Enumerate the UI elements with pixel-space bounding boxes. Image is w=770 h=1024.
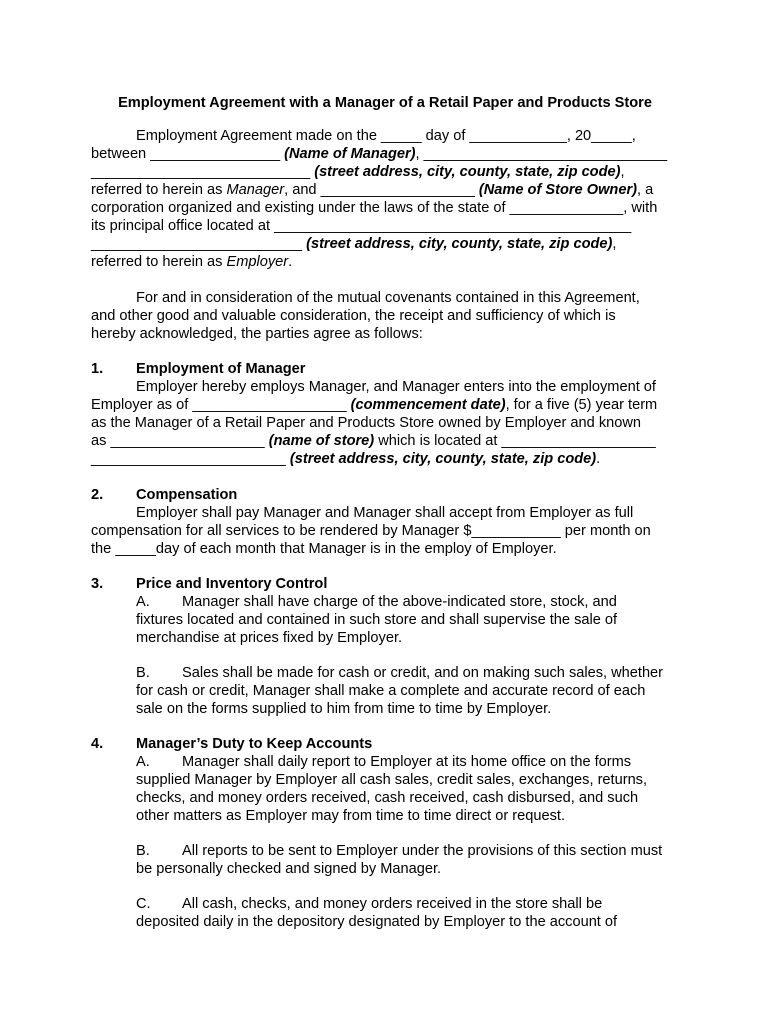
section-1-line-2: Employer as of ___________________ (commencement date), for a five (5) year term — [91, 397, 658, 413]
section-1-number: 1. — [91, 361, 104, 377]
intro-line-1: Employment Agreement made on the _____ day of ____________, 20_____, — [136, 128, 636, 144]
section-3-b-label: B. — [136, 665, 150, 681]
section-4-a-line-2: supplied Manager by Employer all cash sales, credit sales, exchanges, returns, — [136, 772, 648, 788]
section-4-a-line-3: checks, and money orders received, cash received, cash disbursed, and such — [136, 790, 639, 806]
section-3-a-line-3: merchandise at prices fixed by Employer. — [136, 630, 403, 646]
intro-line-5: corporation organized and existing under the laws of the state of ______________, with — [91, 200, 658, 216]
section-3-b-line-1: Sales shall be made for cash or credit, and on making such sales, whether — [182, 665, 664, 681]
section-4-c-label: C. — [136, 896, 151, 912]
intro-line-6: its principal office located at ____________________________________________ — [91, 218, 632, 234]
section-1-line-3: as the Manager of a Retail Paper and Products Store owned by Employer and known — [91, 415, 642, 431]
section-2-heading: Compensation — [136, 487, 238, 503]
section-4-b-label: B. — [136, 843, 150, 859]
section-3-b-line-2: for cash or credit, Manager shall make a complete and accurate record of each — [136, 683, 646, 699]
section-4-a-label: A. — [136, 754, 150, 770]
section-2-line-2: compensation for all services to be rendered by Manager $___________ per month on — [91, 523, 651, 539]
section-2-number: 2. — [91, 487, 104, 503]
intro-line-3: ___________________________ (street address, city, county, state, zip code), — [91, 164, 625, 180]
section-1-line-4: as ___________________ (name of store) which is located at ___________________ — [91, 433, 656, 449]
section-1-heading: Employment of Manager — [136, 361, 306, 377]
section-3-a-line-1: Manager shall have charge of the above-indicated store, stock, and — [182, 594, 617, 610]
intro-line-4: referred to herein as Manager, and ___________________ (Name of Store Owner), a — [91, 182, 654, 198]
section-4-heading: Manager’s Duty to Keep Accounts — [136, 736, 373, 752]
section-4-a-line-1: Manager shall daily report to Employer at its home office on the forms — [182, 754, 632, 770]
document-title: Employment Agreement with a Manager of a Retail Paper and Products Store — [118, 95, 652, 111]
section-3-number: 3. — [91, 576, 104, 592]
section-4-a-line-4: other matters as Employer may from time to time direct or request. — [136, 808, 566, 824]
section-2-line-1: Employer shall pay Manager and Manager shall accept from Employer as full — [136, 505, 634, 521]
intro-line-2: between ________________ (Name of Manager), ______________________________ — [91, 146, 668, 162]
section-2-line-3: the _____day of each month that Manager is in the employ of Employer. — [91, 541, 557, 557]
section-4-b-line-2: be personally checked and signed by Manager. — [136, 861, 442, 877]
section-1-line-1: Employer hereby employs Manager, and Manager enters into the employment of — [136, 379, 656, 395]
intro-line-8: referred to herein as Employer. — [91, 254, 293, 270]
section-3-a-label: A. — [136, 594, 150, 610]
consideration-line-2: and other good and valuable consideration, the receipt and sufficiency of which is — [91, 308, 616, 324]
consideration-line-1: For and in consideration of the mutual covenants contained in this Agreement, — [136, 290, 640, 306]
section-4-number: 4. — [91, 736, 104, 752]
section-3-b-line-3: sale on the forms supplied to him from time to time by Employer. — [136, 701, 552, 717]
section-4-c-line-2: deposited daily in the depository designated by Employer to the account of — [136, 914, 618, 930]
section-1-line-5: ________________________ (street address, city, county, state, zip code). — [91, 451, 601, 467]
section-3-heading: Price and Inventory Control — [136, 576, 328, 592]
section-4-c-line-1: All cash, checks, and money orders received in the store shall be — [182, 896, 603, 912]
section-4-b-line-1: All reports to be sent to Employer under the provisions of this section must — [182, 843, 663, 859]
consideration-line-3: hereby acknowledged, the parties agree as follows: — [91, 326, 423, 342]
section-3-a-line-2: fixtures located and contained in such store and shall supervise the sale of — [136, 612, 618, 628]
intro-line-7: __________________________ (street address, city, county, state, zip code), — [91, 236, 617, 252]
